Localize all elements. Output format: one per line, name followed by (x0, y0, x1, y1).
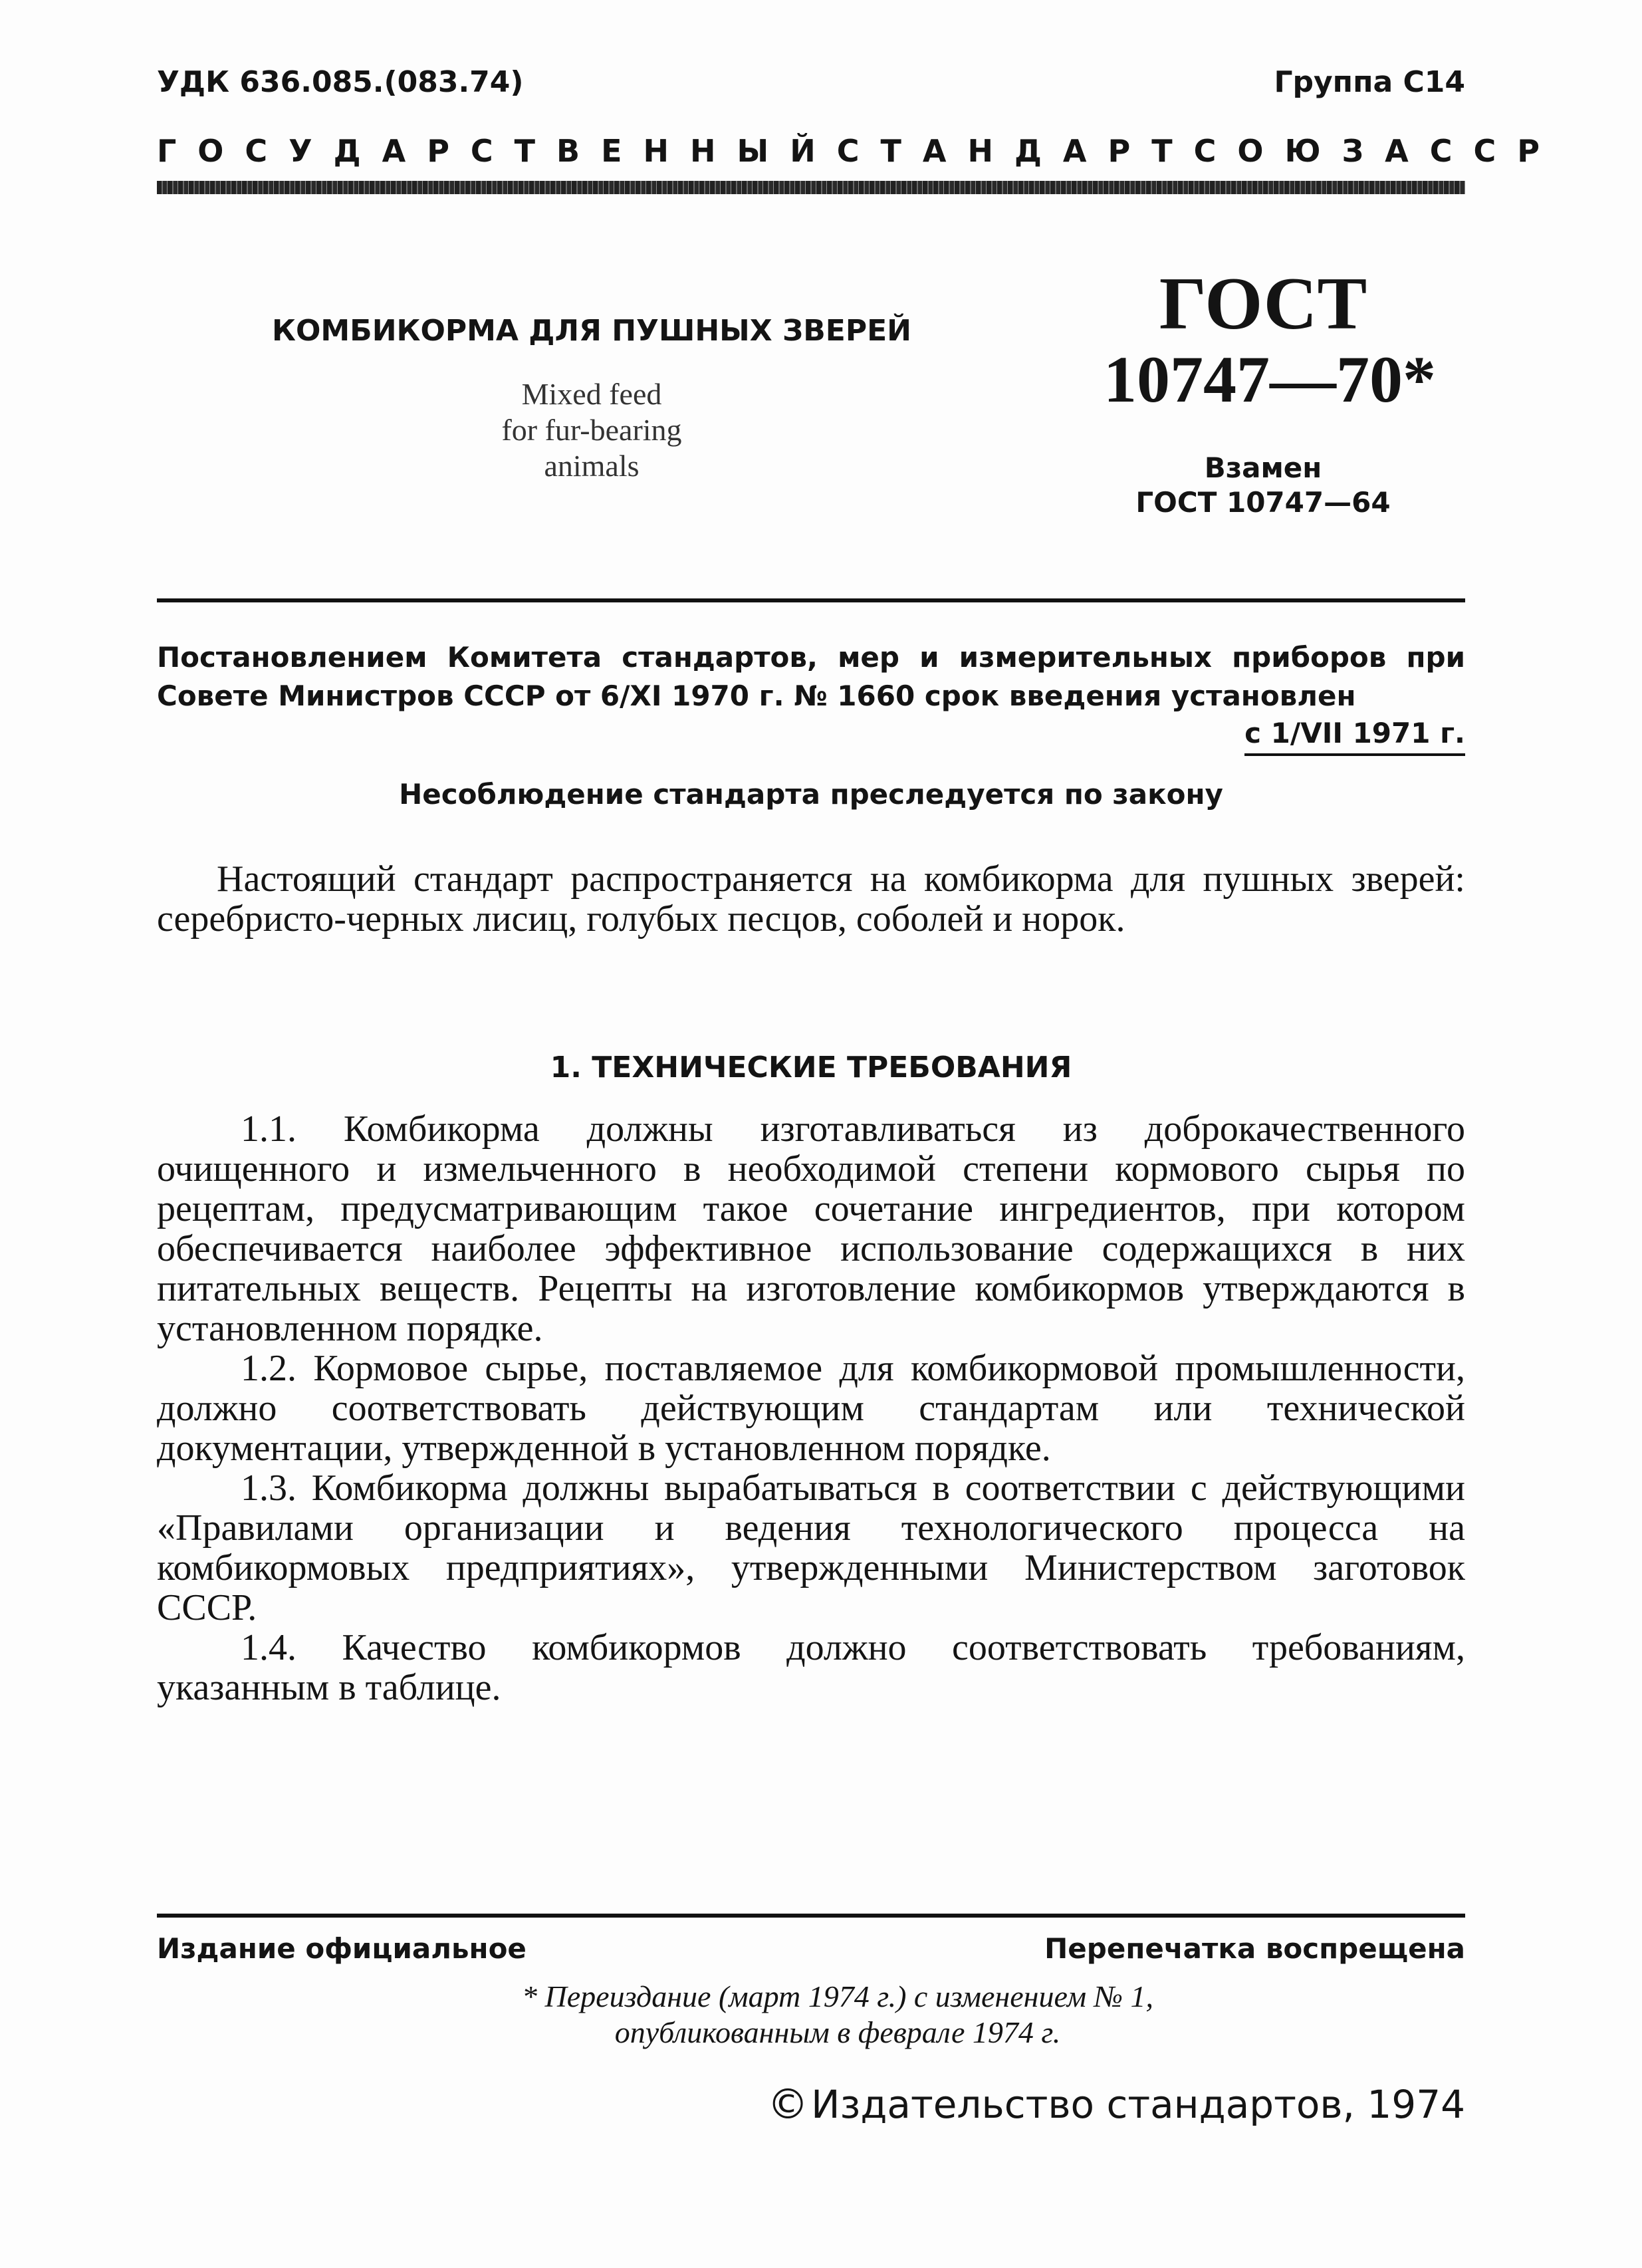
document-title-en (425, 376, 758, 484)
effective-date: с 1/VII 1971 г. (1244, 717, 1465, 756)
reissue-line: опубликованным в феврале 1974 г. (614, 2015, 1061, 2049)
publisher-line (767, 2080, 1465, 2128)
clause: 1.3. Комбикорма должны вырабатываться в соответствии с действующими «Правилами организации и ведения технологического процесса на комбикормовых предприятиях», утвержденными Министерством заготовок СССР. (157, 1467, 1465, 1628)
header-band (157, 181, 1465, 194)
document-title-ru: КОМБИКОРМА ДЛЯ ПУШНЫХ ЗВЕРЕЙ (272, 314, 911, 348)
clause: 1.1. Комбикорма должны изготавливаться из доброкачественного очищенного и измельченного в необходимой степени кормового сырья по рецептам, предусматривающим такое сочетание ингредиентов, при котором обеспечивается наиболее эффективное использование содержащихся в них питательных веществ. Рецепты на изготовление комбикормов утверждаются в установленном порядке. (157, 1108, 1465, 1349)
title-en-line: animals (544, 449, 640, 483)
state-standard-word: СТАНДАРТ (836, 133, 1194, 169)
clause: 1.2. Кормовое сырье, поставляемое для комбикормовой промышленности, должно соответствовать действующим стандартам или технической документации, утвержденной в установленном порядке. (157, 1348, 1465, 1469)
reprint-notice: Перепечатка воспрещена (1044, 1932, 1465, 1965)
clause: 1.4. Качество комбикормов должно соответствовать требованиям, указанным в таблице. (157, 1627, 1465, 1708)
edition-label: Издание официальное (157, 1932, 527, 1965)
reissue-note (372, 1979, 1303, 2051)
gost-number: 10747—70* (1104, 342, 1436, 416)
divider (157, 1914, 1465, 1918)
decree-text: Постановлением Комитета стандартов, мер и измерительных приборов при Совете Министров СССР от 6/XI 1970 г. № 1660 срок введения установлен (157, 641, 1465, 712)
group-code: Группа С14 (1274, 65, 1465, 99)
replaces-gost: ГОСТ 10747—64 (1135, 486, 1391, 519)
state-standard-word: ССР (1429, 133, 1561, 169)
title-en-line: Mixed feed (521, 377, 662, 411)
publisher-name: Издательство стандартов, 1974 (811, 2081, 1465, 2127)
divider (157, 598, 1465, 602)
state-standard-title (157, 133, 1561, 169)
clauses (157, 1109, 1465, 1707)
copyright-icon: © (767, 2080, 809, 2128)
replaces-label: Взамен (1204, 451, 1322, 484)
gost-label: ГОСТ (1159, 263, 1367, 345)
intro-paragraph: Настоящий стандарт распространяется на комбикорма для пушных зверей: серебристо-черных лисиц, голубых песцов, соболей и норок. (157, 858, 1465, 940)
state-standard-word: СОЮЗА (1193, 133, 1430, 169)
legal-notice: Несоблюдение стандарта преследуется по закону (399, 778, 1223, 811)
reissue-line: * Переиздание (март 1974 г.) с изменением № 1, (522, 1979, 1153, 2013)
title-en-line: for fur-bearing (501, 413, 682, 447)
state-standard-word: ГОСУДАРСТВЕННЫЙ (157, 133, 837, 169)
replaces-block (1130, 451, 1396, 520)
udk-code: УДК 636.085.(083.74) (157, 65, 524, 99)
section-heading: 1. ТЕХНИЧЕСКИЕ ТРЕБОВАНИЯ (550, 1051, 1072, 1084)
